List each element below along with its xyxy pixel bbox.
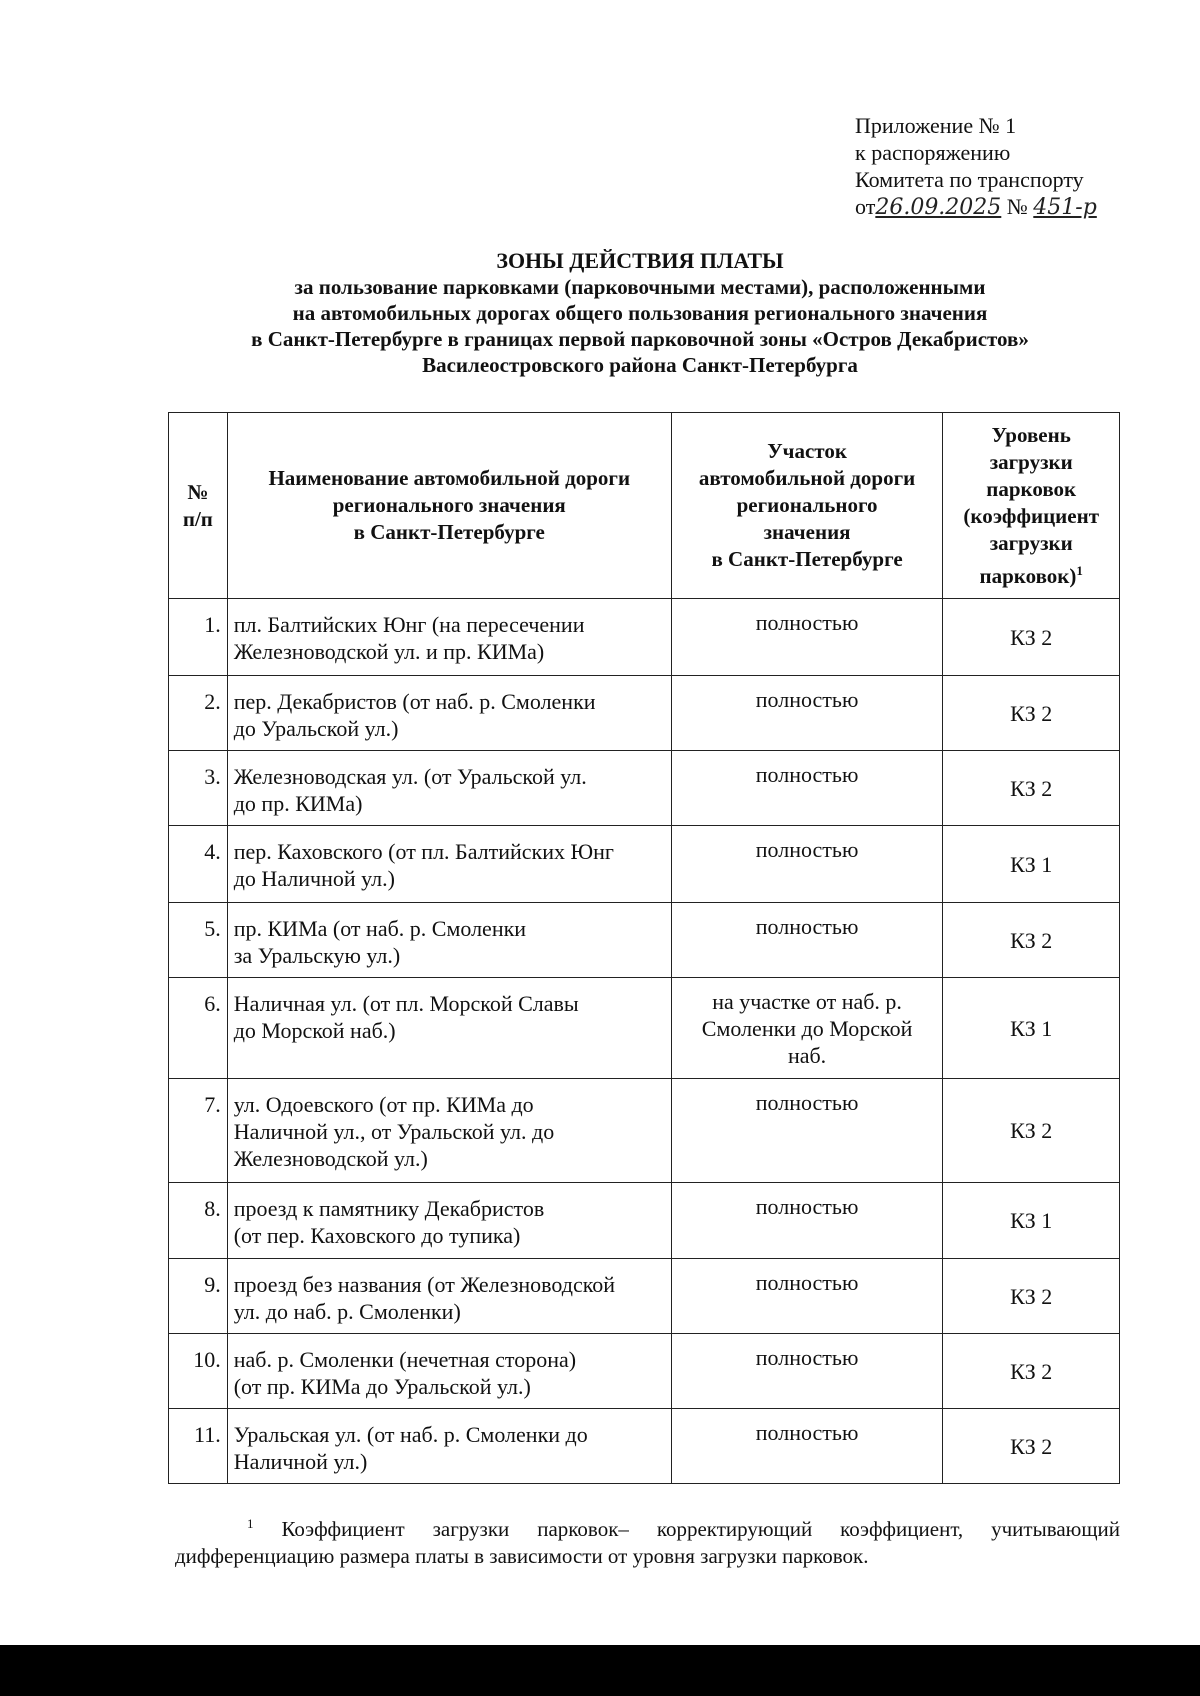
- table-row: [169, 1334, 1120, 1409]
- road-name: пл. Балтийских Юнг (на пересечении Железноводской ул. и пр. КИМа): [227, 599, 671, 676]
- load-coefficient: КЗ 2: [943, 599, 1120, 676]
- row-number: 11.: [169, 1409, 228, 1484]
- table-row: [169, 826, 1120, 903]
- table-row: [169, 599, 1120, 676]
- header-number: № п/п: [169, 413, 228, 599]
- row-number: 1.: [169, 599, 228, 676]
- row-number: 4.: [169, 826, 228, 903]
- road-name: Уральская ул. (от наб. р. Смоленки до Наличной ул.): [227, 1409, 671, 1484]
- load-coefficient: КЗ 2: [943, 751, 1120, 826]
- table-row: [169, 1079, 1120, 1183]
- table-row: [169, 676, 1120, 751]
- load-coefficient: КЗ 2: [943, 1259, 1120, 1334]
- road-section: полностью: [671, 676, 943, 751]
- road-section: полностью: [671, 751, 943, 826]
- row-number: 5.: [169, 903, 228, 978]
- row-number: 7.: [169, 1079, 228, 1183]
- handwritten-date: 26.09.2025: [875, 195, 1002, 220]
- table-row: [169, 1409, 1120, 1484]
- load-coefficient: КЗ 2: [943, 676, 1120, 751]
- header-section: Участок автомобильной дороги регионального значения в Санкт-Петербурге: [671, 413, 943, 599]
- road-name: Железноводская ул. (от Уральской ул. до пр. КИМа): [227, 751, 671, 826]
- title-line: за пользование парковками (парковочными местами), расположенными: [294, 275, 986, 299]
- road-name: пр. КИМа (от наб. р. Смоленки за Уральскую ул.): [227, 903, 671, 978]
- header-load-level: Уровень загрузки парковок (коэффициент загрузки парковок)$^1$: [943, 413, 1120, 599]
- table-row: [169, 903, 1120, 978]
- road-name: пер. Каховского (от пл. Балтийских Юнг до Наличной ул.): [227, 826, 671, 903]
- road-section: полностью: [671, 826, 943, 903]
- load-coefficient: КЗ 2: [943, 1409, 1120, 1484]
- road-section: полностью: [671, 1409, 943, 1484]
- footnote-mark: 1: [247, 1516, 254, 1531]
- footnote-text: Коэффициент загрузки парковок– корректирующий коэффициент, учитывающий дифференциацию размера платы в зависимости от уровня загрузки парковок.: [175, 1517, 1121, 1568]
- road-section: полностью: [671, 599, 943, 676]
- road-name: Наличная ул. (от пл. Морской Славы до Морской наб.): [227, 978, 671, 1079]
- table-header-row: [169, 413, 1120, 599]
- road-section: полностью: [671, 1334, 943, 1409]
- scan-border: [0, 1645, 1200, 1696]
- load-coefficient: КЗ 1: [943, 1183, 1120, 1259]
- road-section: полностью: [671, 1259, 943, 1334]
- load-coefficient: КЗ 2: [943, 1334, 1120, 1409]
- from-label: от: [855, 194, 876, 219]
- row-number: 3.: [169, 751, 228, 826]
- load-coefficient: КЗ 1: [943, 978, 1120, 1079]
- appendix-header: [855, 112, 1097, 221]
- row-number: 6.: [169, 978, 228, 1079]
- row-number: 8.: [169, 1183, 228, 1259]
- load-coefficient: КЗ 2: [943, 903, 1120, 978]
- road-name: пер. Декабристов (от наб. р. Смоленки до Уральской ул.): [227, 676, 671, 751]
- load-coefficient: КЗ 2: [943, 1079, 1120, 1183]
- road-section: полностью: [671, 1183, 943, 1259]
- appendix-line: Комитета по транспорту: [855, 167, 1084, 192]
- appendix-date-line: [855, 193, 1097, 221]
- appendix-line: Приложение № 1: [855, 113, 1017, 138]
- road-name: наб. р. Смоленки (нечетная сторона) (от пр. КИМа до Уральской ул.): [227, 1334, 671, 1409]
- row-number: 10.: [169, 1334, 228, 1409]
- title-line: Василеостровского района Санкт-Петербурга: [422, 353, 858, 377]
- load-coefficient: КЗ 1: [943, 826, 1120, 903]
- number-label: №: [1006, 194, 1028, 219]
- row-number: 9.: [169, 1259, 228, 1334]
- table-row: [169, 1259, 1120, 1334]
- road-name: проезд без названия (от Железноводской ул. до наб. р. Смоленки): [227, 1259, 671, 1334]
- table-row: [169, 751, 1120, 826]
- table-row: [169, 1183, 1120, 1259]
- header-road-name: Наименование автомобильной дороги регионального значения в Санкт-Петербурге: [227, 413, 671, 599]
- footnote-mark: 1: [1076, 562, 1083, 578]
- road-name: ул. Одоевского (от пр. КИМа до Наличной ул., от Уральской ул. до Железноводской ул.): [227, 1079, 671, 1183]
- road-section: на участке от наб. р. Смоленки до Морской наб.: [671, 978, 943, 1079]
- table-row: [169, 978, 1120, 1079]
- title-line: на автомобильных дорогах общего пользования регионального значения: [292, 301, 988, 325]
- road-section: полностью: [671, 1079, 943, 1183]
- handwritten-number: 451-р: [1033, 195, 1097, 220]
- parking-zones-table: [168, 412, 1120, 1484]
- row-number: 2.: [169, 676, 228, 751]
- title-main: ЗОНЫ ДЕЙСТВИЯ ПЛАТЫ: [496, 248, 784, 273]
- footnote: [175, 1510, 1120, 1570]
- title-line: в Санкт-Петербурге в границах первой парковочной зоны «Остров Декабристов»: [251, 327, 1029, 351]
- document-title: [150, 248, 1130, 378]
- road-name: проезд к памятнику Декабристов (от пер. Каховского до тупика): [227, 1183, 671, 1259]
- appendix-line: к распоряжению: [855, 140, 1011, 165]
- road-section: полностью: [671, 903, 943, 978]
